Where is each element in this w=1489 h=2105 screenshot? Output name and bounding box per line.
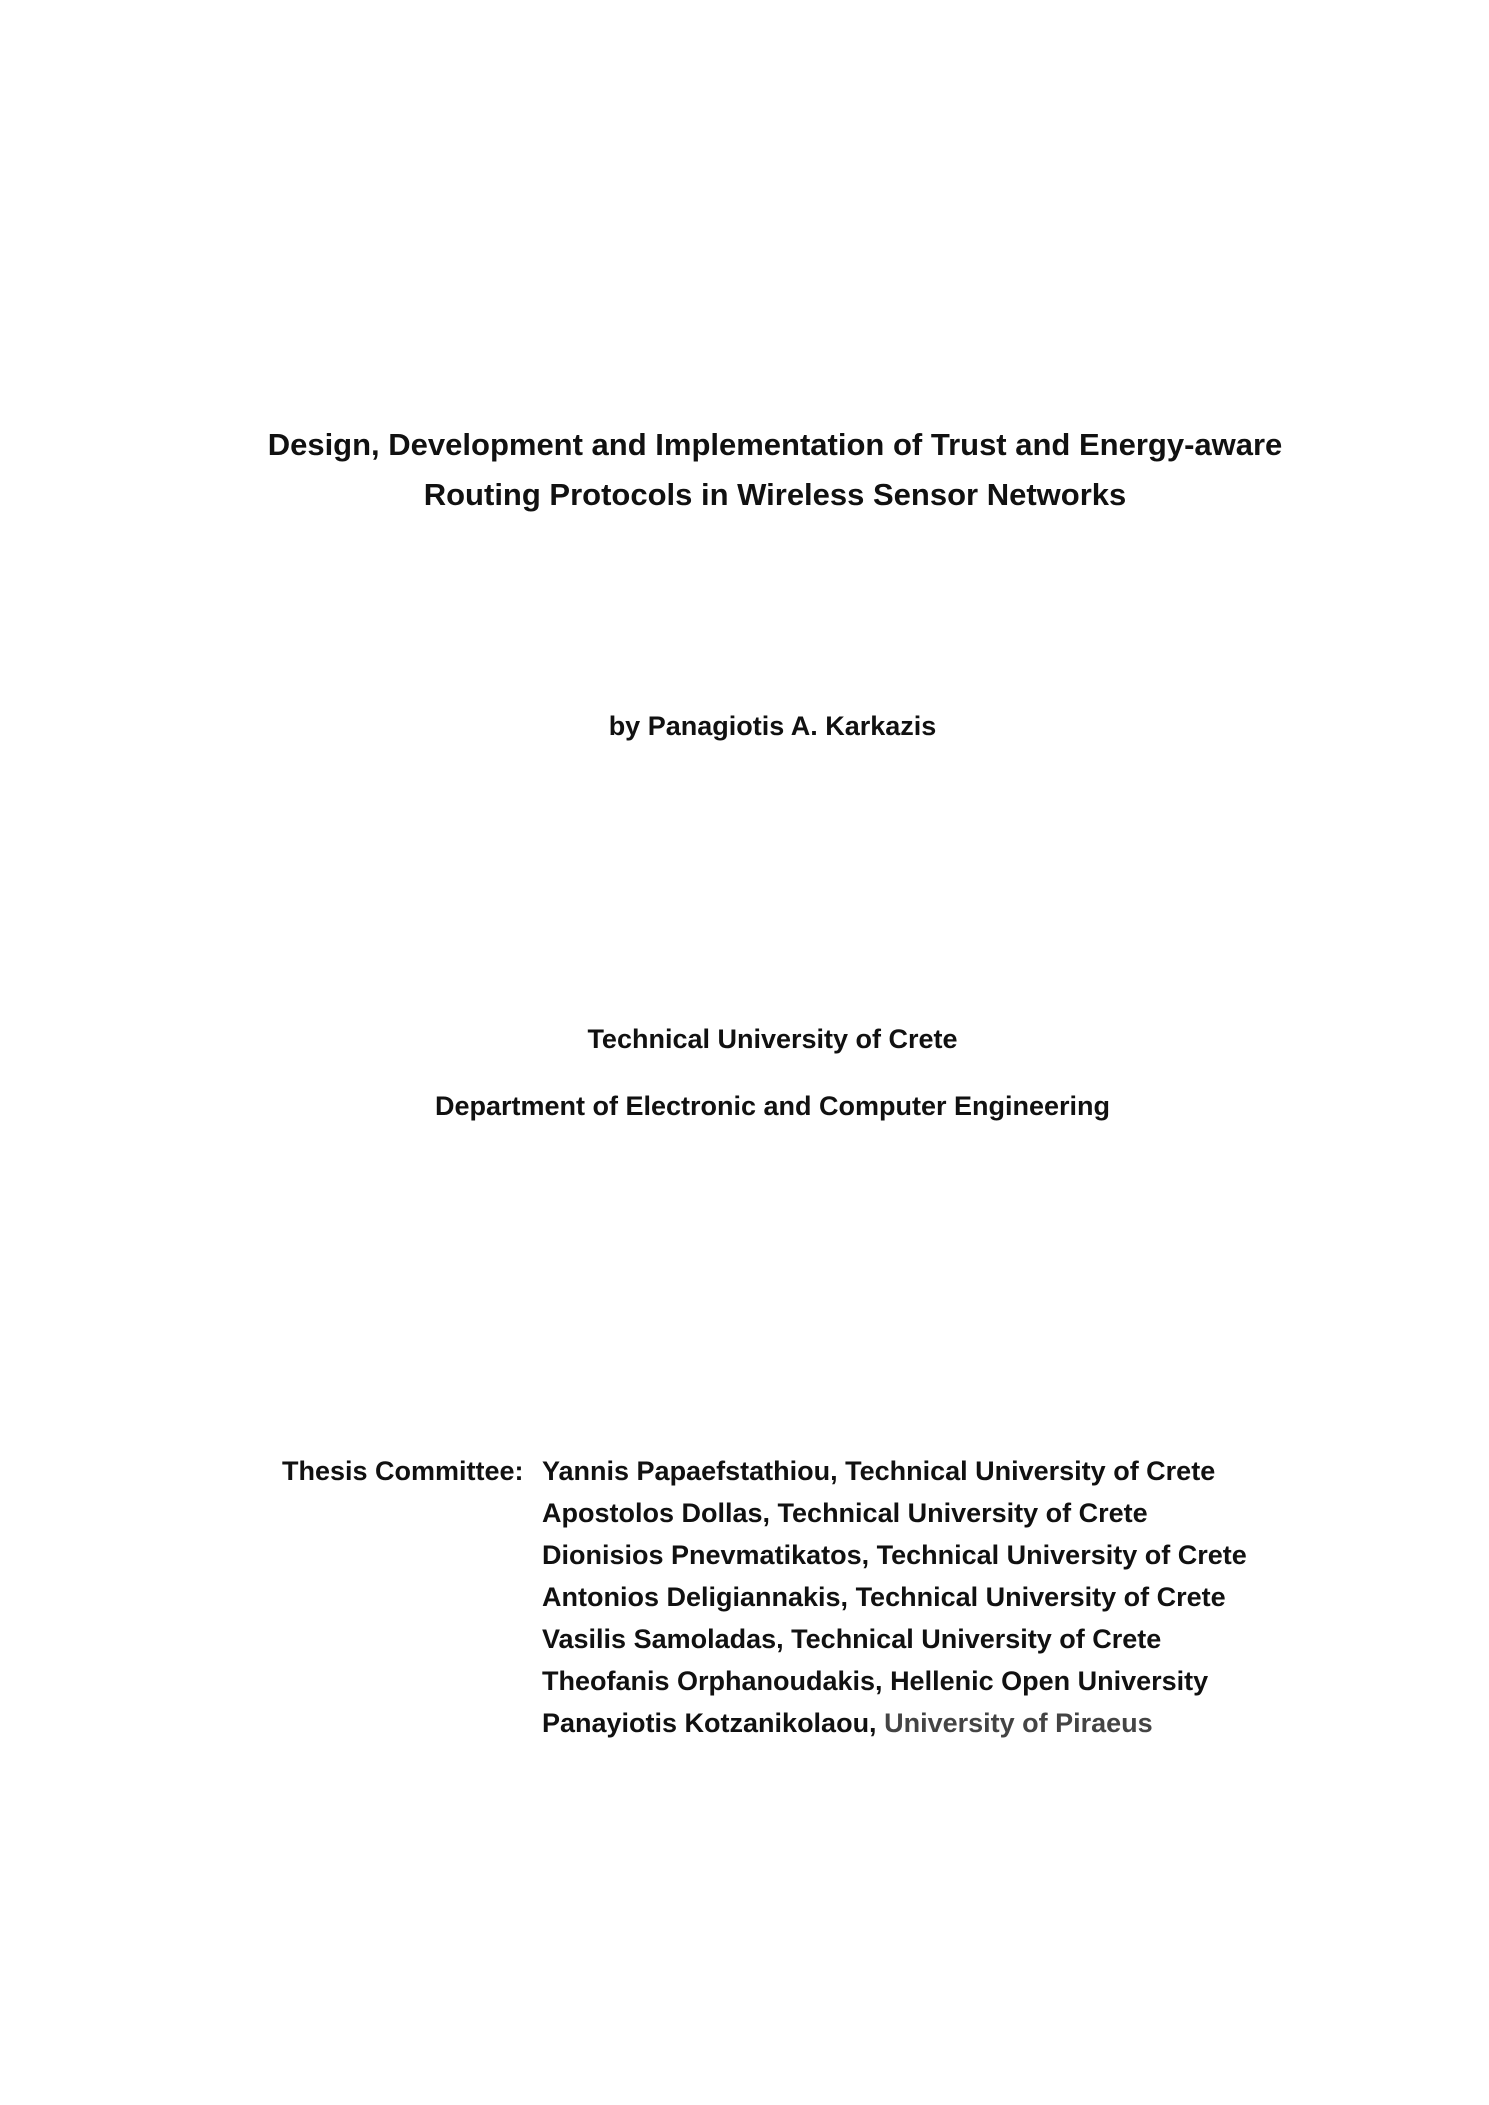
member-name: Panayiotis Kotzanikolaou,	[542, 1708, 877, 1738]
member-name: Yannis Papaefstathiou,	[542, 1456, 838, 1486]
committee-member	[542, 1702, 1247, 1744]
member-affiliation: Technical University of Crete	[876, 1540, 1247, 1570]
committee-member	[542, 1534, 1247, 1576]
member-affiliation: University of Piraeus	[884, 1708, 1153, 1738]
committee-member	[542, 1576, 1247, 1618]
committee-member	[542, 1618, 1247, 1660]
member-name: Apostolos Dollas,	[542, 1498, 771, 1528]
member-name: Dionisios Pnevmatikatos,	[542, 1540, 870, 1570]
member-affiliation: Technical University of Crete	[777, 1498, 1148, 1528]
member-name: Theofanis Orphanoudakis,	[542, 1666, 883, 1696]
thesis-title-line-1: Design, Development and Implementation of Trust and Energy-aware	[267, 427, 1283, 462]
member-affiliation: Technical University of Crete	[845, 1456, 1216, 1486]
member-affiliation: Technical University of Crete	[791, 1624, 1162, 1654]
committee-list	[542, 1450, 1247, 1744]
member-affiliation: Technical University of Crete	[855, 1582, 1226, 1612]
committee-member	[542, 1492, 1247, 1534]
department-name: Department of Electronic and Computer Engineering	[434, 1091, 1111, 1121]
thesis-title-line-2: Routing Protocols in Wireless Sensor Networks	[423, 477, 1127, 512]
member-name: Vasilis Samoladas,	[542, 1624, 784, 1654]
committee-member	[542, 1450, 1247, 1492]
thesis-title	[180, 420, 1370, 520]
author-line: by Panagiotis A. Karkazis	[608, 711, 937, 741]
committee-member	[542, 1660, 1247, 1702]
committee-label: Thesis Committee:	[282, 1456, 524, 1486]
member-name: Antonios Deligiannakis,	[542, 1582, 849, 1612]
university-name: Technical University of Crete	[587, 1024, 958, 1054]
member-affiliation: Hellenic Open University	[890, 1666, 1209, 1696]
